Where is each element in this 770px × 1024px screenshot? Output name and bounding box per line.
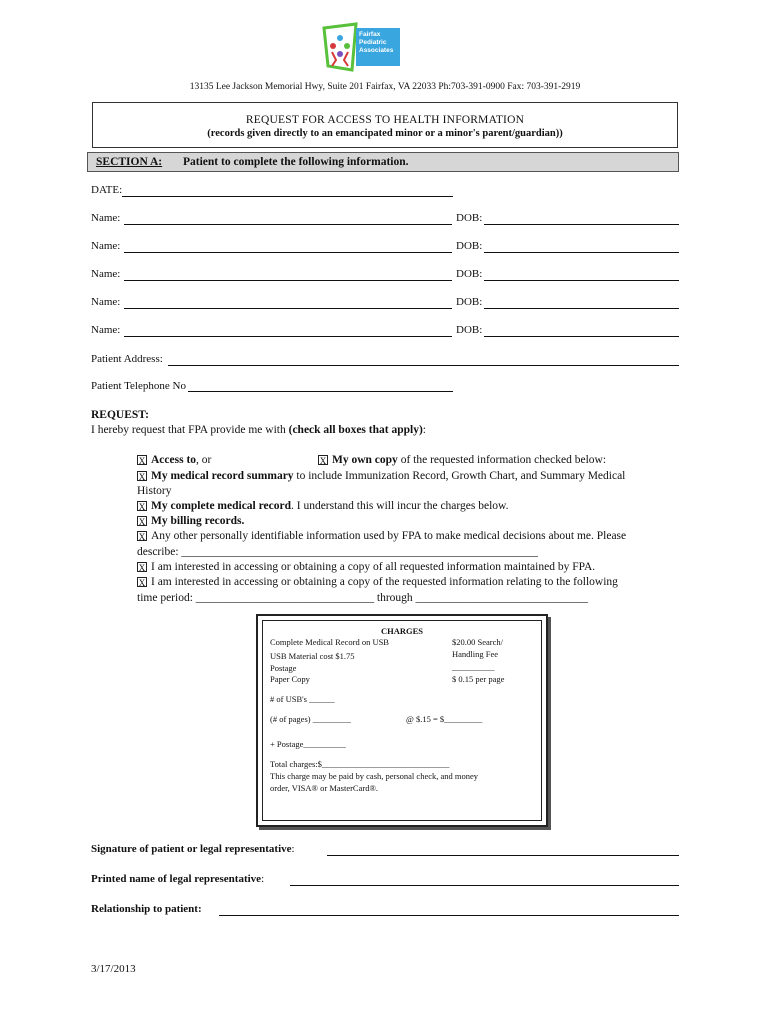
date-field[interactable] (122, 196, 453, 197)
fpa-logo (322, 22, 402, 74)
dob-label-3: DOB: (456, 268, 483, 280)
request-intro: I hereby request that FPA provide me with (check all boxes that apply): (91, 424, 426, 436)
time-period-field[interactable]: time period: _______________________________ through ______________________________ (137, 592, 589, 604)
request-heading: REQUEST: (91, 409, 149, 421)
dob-label-5: DOB: (456, 324, 483, 336)
other-describe-field[interactable]: describe: ______________________________________________________________ (137, 546, 538, 558)
all-info-option: X I am interested in accessing or obtaining a copy of all requested information maintained by FPA. (138, 561, 596, 573)
patient-address-field[interactable] (168, 365, 679, 366)
access-checkbox[interactable]: X (138, 456, 146, 466)
complete-record-checkbox[interactable]: X (138, 502, 146, 512)
title-box (92, 102, 678, 148)
patient-phone-field[interactable] (188, 391, 453, 392)
signature-field[interactable] (327, 855, 679, 856)
name-label-1: Name: (91, 212, 121, 224)
name-field-5[interactable] (124, 336, 452, 337)
dob-field-5[interactable] (484, 336, 679, 337)
form-subtitle: (records given directly to an emancipated minor or a minor's parent/guardian)) (207, 128, 563, 139)
name-label-4: Name: (91, 296, 121, 308)
section-a-text: Patient to complete the following information. (183, 156, 409, 168)
own-copy-checkbox[interactable]: X (319, 456, 327, 466)
access-label: Access to (151, 454, 197, 466)
dob-field-1[interactable] (484, 224, 679, 225)
summary-option: X My medical record summary to include Immunization Record, Growth Chart, and Summary Medical (138, 470, 626, 482)
printed-name-field[interactable] (290, 885, 679, 886)
complete-record-option: X My complete medical record. I understand this will incur the charges below. (138, 500, 509, 512)
dob-field-3[interactable] (484, 280, 679, 281)
dob-field-4[interactable] (484, 308, 679, 309)
all-info-checkbox[interactable]: X (138, 563, 146, 573)
dob-field-2[interactable] (484, 252, 679, 253)
charges-heading: CHARGES (380, 626, 424, 636)
dob-label-4: DOB: (456, 296, 483, 308)
name-field-1[interactable] (124, 224, 452, 225)
practice-address: 13135 Lee Jackson Memorial Hwy, Suite 201 Fairfax, VA 22033 Ph:703-391-0900 Fax: 703-391-2919 (189, 82, 581, 92)
date-label: DATE: (91, 184, 123, 196)
billing-checkbox[interactable]: X (138, 517, 146, 527)
complete-record-usb: Complete Medical Record on USB (270, 637, 389, 647)
charges-box (256, 614, 548, 827)
paper-copy-label: Paper Copy (270, 674, 310, 684)
usb-cost: USB Material cost $1.75 (270, 651, 355, 661)
section-a-bar (87, 152, 679, 172)
name-field-3[interactable] (124, 280, 452, 281)
billing-option: X My billing records. (138, 515, 245, 527)
dob-label-2: DOB: (456, 240, 483, 252)
footer-date: 3/17/2013 (91, 963, 136, 975)
access-option: X Access to, or (138, 454, 212, 466)
section-a-label: SECTION A: (96, 156, 163, 168)
patient-address-label: Patient Address: (91, 353, 163, 365)
payment-note-1: This charge may be paid by cash, personal check, and money (270, 771, 479, 781)
time-period-option: X I am interested in accessing or obtaining a copy of the requested information relating to the following (138, 576, 618, 588)
patient-phone-label: Patient Telephone No (91, 380, 186, 392)
handling-fee: Handling Fee (452, 649, 499, 659)
name-label-5: Name: (91, 324, 121, 336)
signature-label: Signature of patient or legal representative: (91, 843, 295, 855)
name-field-2[interactable] (124, 252, 452, 253)
fee-blank: __________ (452, 662, 495, 672)
name-label-2: Name: (91, 240, 121, 252)
logo-text-line3: Associates (359, 47, 394, 54)
relationship-label: Relationship to patient: (91, 903, 202, 915)
logo-text-line2: Pediatric (359, 39, 387, 46)
num-usb-field[interactable]: # of USB's ______ (270, 694, 335, 704)
printed-name-label: Printed name of legal representative: (91, 873, 265, 885)
per-page-fee: $ 0.15 per page (452, 674, 505, 684)
other-option: X Any other personally identifiable information used by FPA to make medical decisions about me. Please (138, 530, 627, 542)
dob-label-1: DOB: (456, 212, 483, 224)
num-pages-field[interactable]: (# of pages) _________ (270, 714, 351, 724)
logo-text-line1: Fairfax (359, 31, 381, 38)
summary-continuation: History (137, 485, 172, 497)
name-label-3: Name: (91, 268, 121, 280)
postage-field[interactable]: + Postage__________ (270, 739, 346, 749)
other-checkbox[interactable]: X (138, 532, 146, 542)
payment-note-2: order, VISA® or MasterCard®. (270, 783, 379, 793)
search-fee: $20.00 Search/ (452, 637, 503, 647)
form-title: REQUEST FOR ACCESS TO HEALTH INFORMATION (245, 114, 525, 126)
relationship-field[interactable] (219, 915, 679, 916)
own-copy-label: My own copy (332, 454, 398, 466)
own-copy-option: X My own copy of the requested information checked below: (319, 454, 607, 466)
summary-checkbox[interactable]: X (138, 472, 146, 482)
time-period-checkbox[interactable]: X (138, 578, 146, 588)
pages-rate-field[interactable]: @ $.15 = $_________ (406, 714, 483, 724)
name-field-4[interactable] (124, 308, 452, 309)
total-charges-field[interactable]: Total charges:$______________________________ (270, 759, 450, 769)
postage-label: Postage (270, 663, 297, 673)
